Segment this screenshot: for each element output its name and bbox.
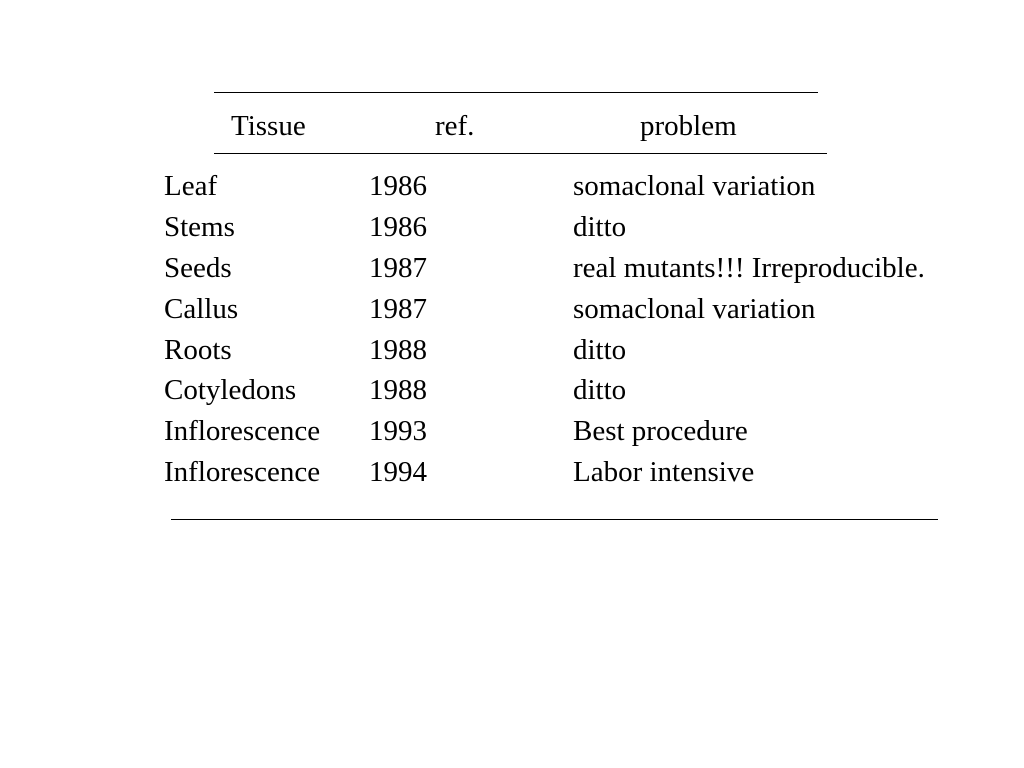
cell-ref: 1993 <box>369 415 427 448</box>
cell-tissue: Roots <box>164 333 232 366</box>
cell-problem: Labor intensive <box>573 456 755 489</box>
cell-ref: 1987 <box>369 251 427 284</box>
cell-problem: ditto <box>573 210 627 243</box>
table-row <box>164 330 1013 371</box>
cell-tissue: Cotyledons <box>164 374 297 407</box>
table-body <box>164 166 1013 493</box>
cell-tissue: Callus <box>164 292 239 325</box>
cell-ref: 1994 <box>369 456 427 489</box>
table-row <box>164 248 1013 289</box>
cell-problem: somaclonal variation <box>573 292 816 325</box>
cell-tissue: Inflorescence <box>164 456 321 489</box>
table-row <box>164 166 1013 207</box>
cell-ref: 1988 <box>369 333 427 366</box>
header-problem: problem <box>640 110 737 142</box>
cell-tissue: Stems <box>164 210 235 243</box>
cell-ref: 1986 <box>369 170 427 202</box>
cell-problem: ditto <box>573 333 627 366</box>
cell-problem: ditto <box>573 374 627 407</box>
table-row <box>164 207 1013 248</box>
table-bottom-rule <box>171 519 938 520</box>
cell-problem: somaclonal variation <box>573 170 816 202</box>
table-top-rule <box>214 92 818 93</box>
cell-ref: 1986 <box>369 210 427 243</box>
cell-tissue: Leaf <box>164 170 218 202</box>
table-row <box>164 370 1013 411</box>
cell-tissue: Inflorescence <box>164 415 321 448</box>
header-tissue: Tissue <box>231 110 306 142</box>
cell-problem: Best procedure <box>573 415 748 448</box>
cell-ref: 1988 <box>369 374 427 407</box>
header-ref: ref. <box>435 110 475 142</box>
table-row <box>164 411 1013 452</box>
cell-tissue: Seeds <box>164 251 232 284</box>
cell-problem: real mutants!!! Irreproducible. <box>573 251 925 284</box>
header-bottom-rule <box>214 153 827 154</box>
table-row <box>164 452 1013 493</box>
cell-ref: 1987 <box>369 292 427 325</box>
table-row <box>164 289 1013 330</box>
